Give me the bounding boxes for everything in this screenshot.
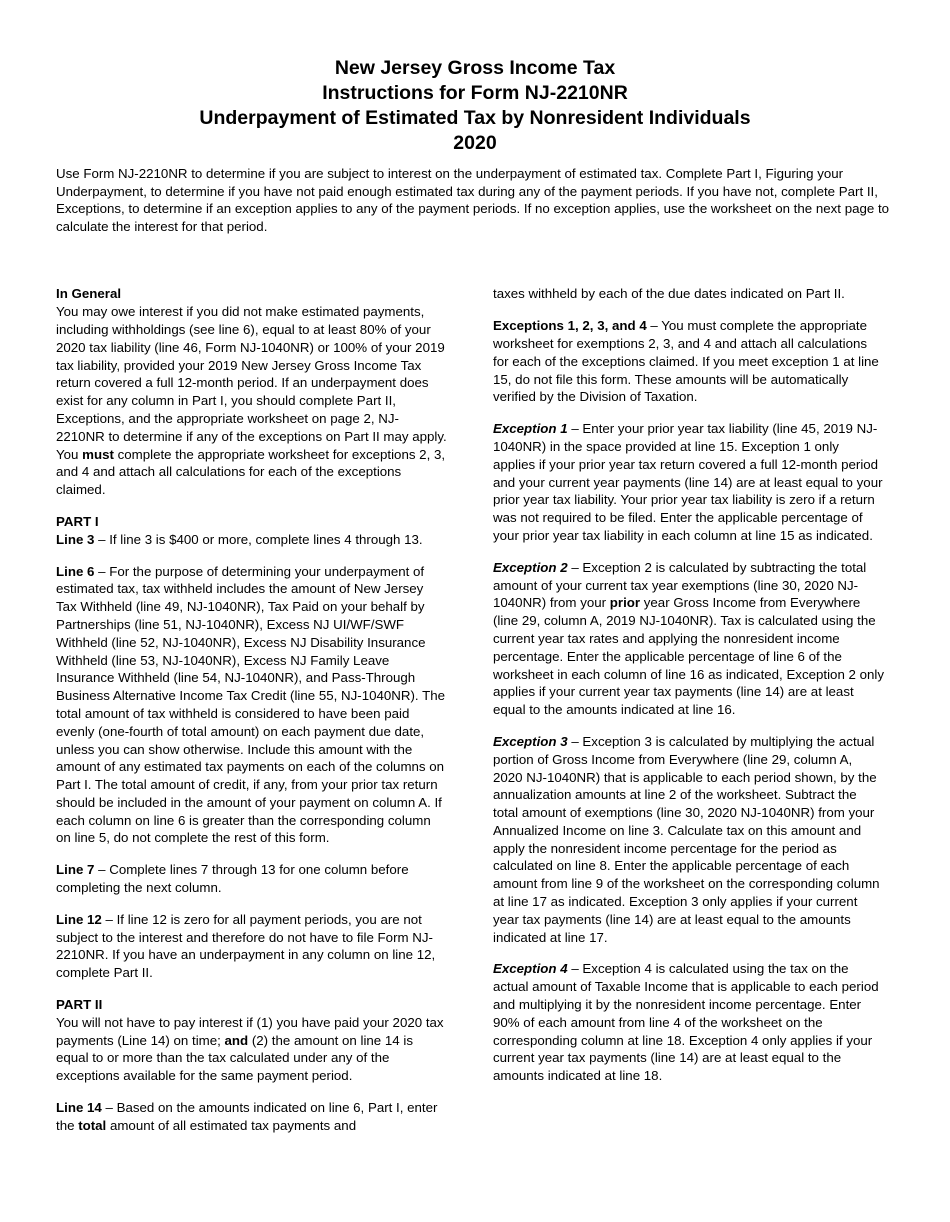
exception-2-text-2: year Gross Income from Everywhere (line 29, column A, 2019 NJ-1040NR). Tax is calculated using the current year tax rates and applying the nonresident income percentage. Enter the applicable percentage of line 6 of the worksheet in each column of line 16 as indicated, Exception 2 only applies if your current year tax payments (line 14) are at least equal to the amounts indicated at line 16. [493,595,885,718]
exceptions-text: – You must complete the appropriate worksheet for exemptions 2, 3, and 4 and attach all calculations for each of the exceptions claimed. If you meet exception 1 at line 15, do not file this form. These amounts will be automatically verified by the Division of Taxation. [493,318,879,405]
paragraph-line-3 [56,531,447,549]
label-exception-1: Exception 1 [493,421,568,437]
exception-2-text-1: – Exception 2 is calculated by subtracting the total amount of your current tax year exemptions (line 30, 2020 NJ-1040NR) from your [493,559,867,611]
label-line-3: Line 3 [56,531,95,547]
line-14-emphasis: total [78,1117,107,1133]
paragraph-line-6 [56,563,447,848]
part-2-text-2: (2) the amount on line 14 is equal to or more than the tax calculated under any of the exceptions available for the same payment period. [56,1032,413,1084]
heading-in-general: In General [56,286,122,302]
paragraph-exception-3 [493,733,884,947]
in-general-text-1: You may owe interest if you did not make estimated payments, including withholdings (see line 6), equal to at least 80% of your 2020 tax liability (line 46, Form NJ-1040NR) or 100% of your 2019 tax liability, provided your 2019 New Jersey Gross Income Tax return covered a full 12-month period. If an underpayment does exist for any column in Part I, you should complete Part II, Exceptions, and the appropriate worksheet on page 2, NJ-2210NR to determine if any of the exceptions on Part II may apply. You [56,304,447,462]
line-6-text: – For the purpose of determining your underpayment of estimated tax, tax withheld includes the amount of New Jersey Tax Withheld (line 49, NJ-1040NR), Tax Paid on your behalf by Partnerships (line 51, NJ-1040NR), Excess NJ UI/WF/SWF Withheld (line 52, NJ-1040NR), Excess NJ Disability Insurance Withheld (line 53, NJ-1040NR), Excess NJ Family Leave Insurance Withheld (line 54, NJ-1040NR), and Pass-Through Business Alternative Income Tax Credit (line 55, NJ-1040NR). The total amount of tax withheld is considered to have been paid evenly (one-fourth of total amount) on each payment due date, unless you can show otherwise. Include this amount with the amount of any estimated tax payments on each of the columns on Part I. The total amount of credit, if any, from your prior tax return should be included in the amount of your payment on column A. If each column on line 6 is greater than the corresponding column on line 5, do not complete the rest of this form. [56,563,445,846]
page-title [56,48,894,131]
paragraph-line-14 [56,1099,447,1135]
in-general-text-2: complete the appropriate worksheet for exceptions 2, 3, and 4 and attach all calculations for each of the exceptions claimed. [56,446,446,498]
label-exception-3: Exception 3 [493,733,568,749]
title-line-1: New Jersey Gross Income Tax [334,57,616,79]
body-columns [56,285,894,1134]
title-line-2: Instructions for Form NJ-2210NR [322,82,628,104]
label-line-12: Line 12 [56,911,102,927]
title-line-3: Underpayment of Estimated Tax by Nonresident Individuals [199,107,751,129]
label-exception-4: Exception 4 [493,961,568,977]
part-2-emphasis: and [224,1032,249,1048]
paragraph-exception-2 [493,559,884,719]
line-14-text-2: amount of all estimated tax payments and [106,1117,357,1133]
part-2-text-1: You will not have to pay interest if (1) you have paid your 2020 tax payments (Line 14) on time; [56,1014,444,1048]
paragraph-part-2 [56,1014,447,1085]
intro-paragraph: Use Form NJ-2210NR to determine if you are subject to interest on the underpayment of estimated tax. Complete Part I, Figuring your Underpayment, to determine if you have not paid enough estimated tax during any of the payment periods. If you have not, complete Part II, Exceptions, to determine if an exception applies to any of the payment periods. If no exception applies, use the worksheet on the next page to calculate the interest for that period. [56,166,890,234]
label-line-14: Line 14 [56,1100,102,1116]
tax-year: 2020 [453,132,497,154]
label-exception-2: Exception 2 [493,559,568,575]
exception-1-text: – Enter your prior year tax liability (line 45, 2019 NJ-1040NR) in the space provided at line 15. Exception 1 only applies if your prior year tax return covered a full 12-month period and your current year payments (line 14) are at least equal to your prior year tax liability. Your prior year tax liability is zero if a return was not required to be filed. Enter the applicable percentage of your prior year tax liability in each column at line 15 as indicated. [493,421,883,543]
paragraph-continuation: taxes withheld by each of the due dates indicated on Part II. [493,286,845,302]
line-14-text-1: – Based on the amounts indicated on line 6, Part I, enter the [56,1100,438,1133]
paragraph-exceptions-intro [493,317,884,406]
exception-4-text: – Exception 4 is calculated using the tax on the actual amount of Taxable Income that is applicable to each period and multiplying it by the nonresident income percentage. Enter 90% of each amount from line 4 of the worksheet on the corresponding column at line 18. Exception 4 only applies if your current year tax payments (line 14) are at least equal to the amounts indicated at line 18. [493,961,879,1084]
label-exceptions: Exceptions 1, 2, 3, and 4 [493,318,647,334]
paragraph-in-general [56,303,447,499]
paragraph-line-7 [56,861,447,897]
heading-part-2: PART II [56,997,103,1013]
exception-2-emphasis: prior [609,595,641,611]
exception-3-text: – Exception 3 is calculated by multiplying the actual portion of Gross Income from Everywhere (line 29, column A, 2020 NJ-1040NR) that is applicable to each period shown, by the annualization amounts at line 2 of the worksheet. Subtract the total amount of exemptions (line 30, 2020 NJ-1040NR) from your Annualized Income on line 3. Calculate tax on this amount and apply the nonresident income percentage for the period as calculated on line 8. Enter the applicable percentage of each amount from line 9 of the worksheet on the corresponding column at line 17 as indicated. Exception 3 only applies if your current year tax payments (line 14) are at least equal to the amounts indicated at line 17. [493,733,880,945]
line-12-text: – If line 12 is zero for all payment periods, you are not subject to the interest and therefore do not have to file Form NJ-2210NR. If you have an underpayment in any column on line 12, complete Part II. [56,911,436,981]
label-line-7: Line 7 [56,862,95,878]
right-column [493,285,884,1134]
in-general-emphasis: must [82,446,114,462]
heading-part-1: PART I [56,513,99,529]
paragraph-exception-4 [493,960,884,1085]
paragraph-exception-1 [493,420,884,545]
line-3-text: – If line 3 is $400 or more, complete lines 4 through 13. [94,531,423,547]
paragraph-line-12 [56,911,447,982]
left-column [56,285,447,1134]
line-7-text: – Complete lines 7 through 13 for one column before completing the next column. [56,862,409,896]
label-line-6: Line 6 [56,563,95,579]
